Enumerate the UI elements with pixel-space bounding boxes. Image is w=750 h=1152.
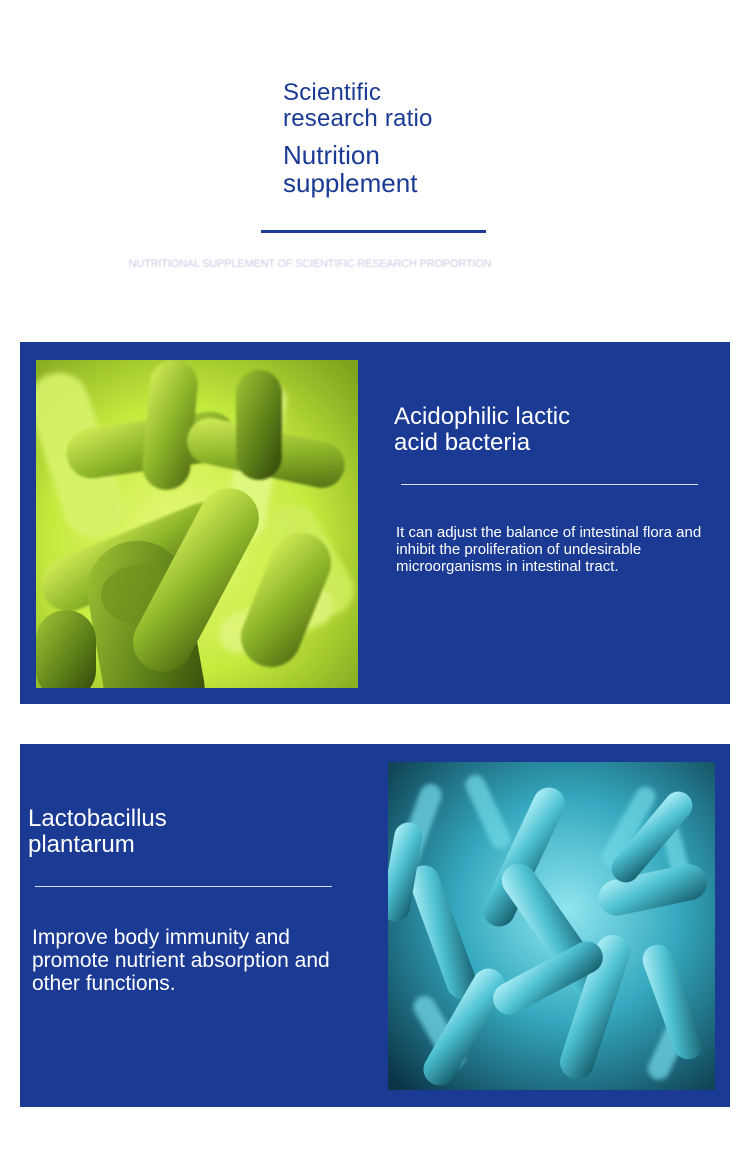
section-divider [35,886,332,887]
cyan-bacteria-image [388,762,715,1090]
section-description: Improve body immunity and promote nutrient absorption and other functions. [32,926,330,995]
section-lactobacillus [20,744,730,1107]
section-title [28,806,348,858]
section-title-line2: plantarum [28,831,135,858]
header-tagline: NUTRITIONAL SUPPLEMENT OF SCIENTIFIC RESEARCH PROPORTION [128,258,492,270]
header-subtitle [283,141,417,197]
section-divider [401,484,698,485]
header-title [283,80,433,132]
header-subtitle-line1: Nutrition [283,140,380,170]
section-description: It can adjust the balance of intestinal flora and inhibit the proliferation of undesirable microorganisms in intestinal tract. [396,524,702,575]
section-title [394,404,714,456]
header-divider [261,230,486,233]
header-title-line2: research ratio [283,105,433,132]
green-bacteria-image [36,360,358,688]
header-subtitle-line2: supplement [283,168,418,198]
header-title-line1: Scientific [283,79,382,106]
section-title-line1: Lactobacillus [28,805,167,832]
section-title-line1: Acidophilic lactic [394,403,571,430]
section-title-line2: acid bacteria [394,429,531,456]
section-acidophilic [20,342,730,704]
